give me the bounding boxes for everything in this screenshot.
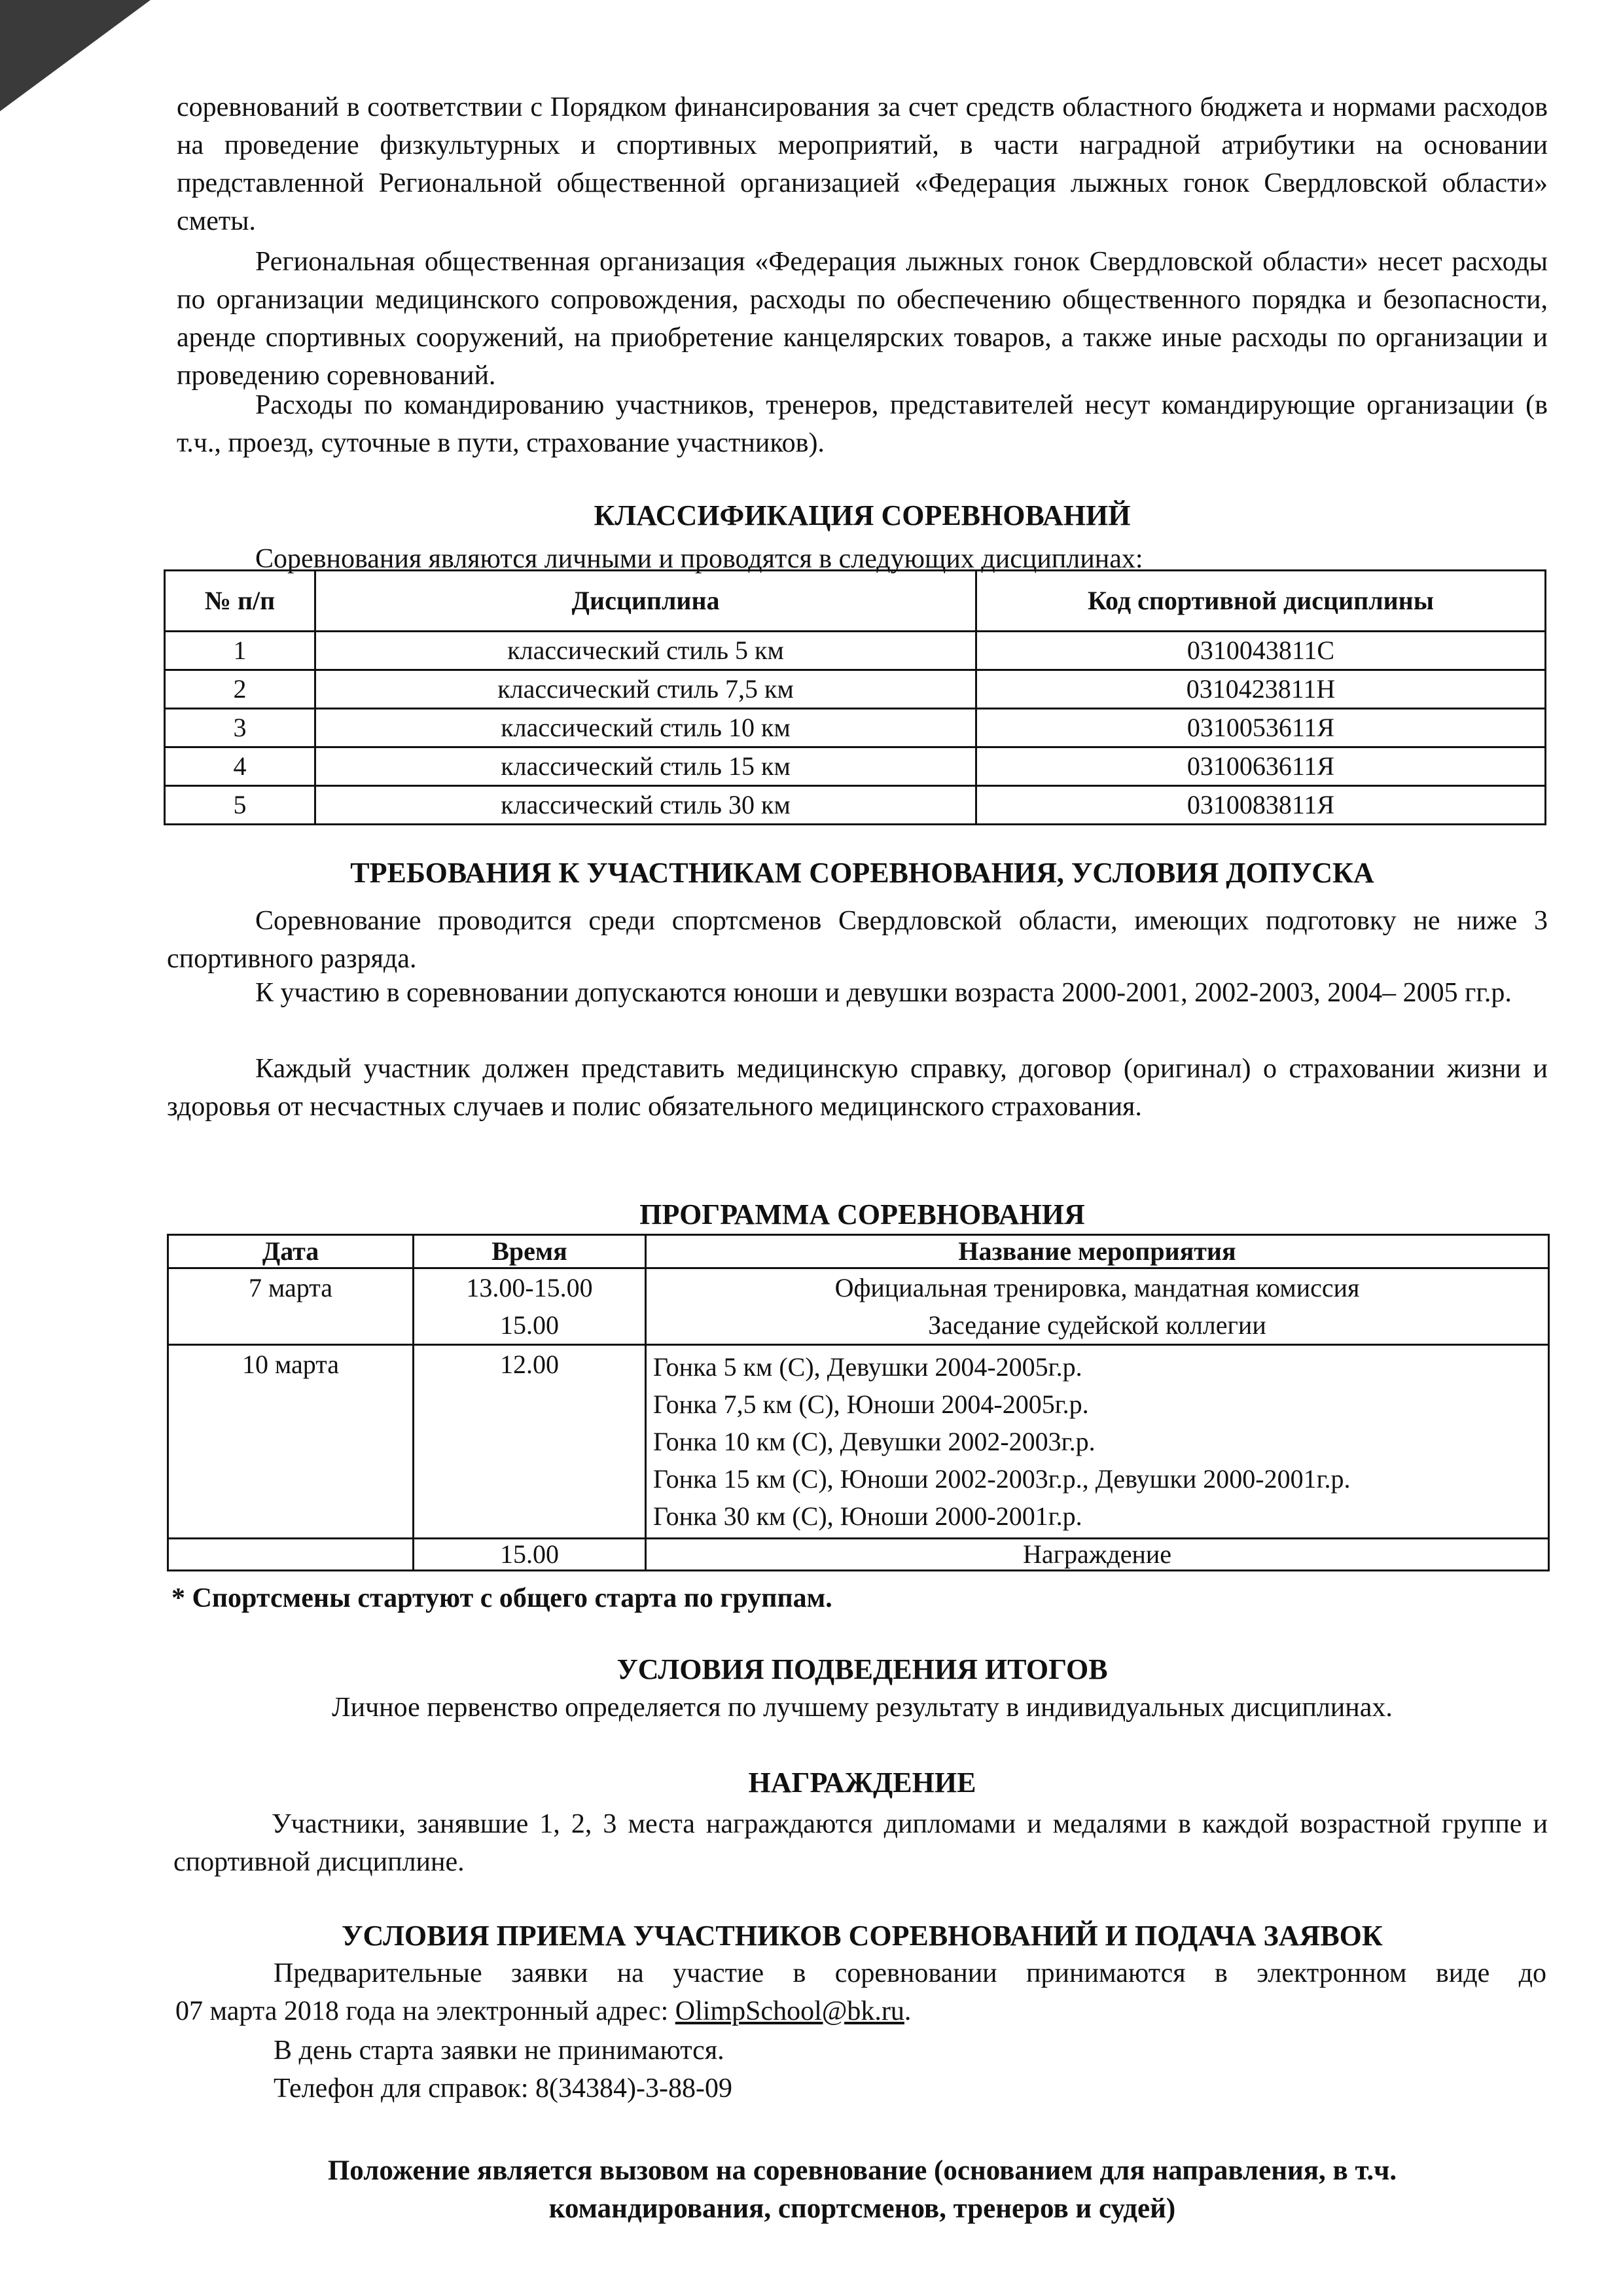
event-date [168, 1539, 414, 1571]
classification-intro: Соревнования являются личными и проводятся в следующих дисциплинах: [255, 544, 1143, 574]
discipline-name: классический стиль 5 км [315, 632, 976, 670]
applications-line-2 [175, 1992, 1546, 2030]
applications-line-3: В день старта заявки не принимаются. [274, 2036, 724, 2066]
applications-heading: УСЛОВИЯ ПРИЕМА УЧАСТНИКОВ СОРЕВНОВАНИЙ И ПОДАЧА ЗАЯВОК [342, 1920, 1383, 1952]
event-name [646, 1345, 1549, 1539]
event-time [414, 1268, 646, 1345]
discipline-code: 0310083811Я [976, 786, 1546, 825]
requirements-paragraph-3: Каждый участник должен представить медицинскую справку, договор (оригинал) о страховании жизни и здоровья от несчастных случаев и полис обязательного медицинского страхования. [167, 1054, 1548, 1122]
event-time-line: 15.00 [500, 1310, 559, 1340]
footer-line-1: Положение является вызовом на соревнование (основанием для направления, в т.ч. [327, 2155, 1397, 2186]
discipline-code: 0310043811С [976, 632, 1546, 670]
race-item: Гонка 10 км (С), Девушки 2002-2003г.р. [653, 1427, 1096, 1456]
program-heading: ПРОГРАММА СОРЕВНОВАНИЯ [639, 1198, 1085, 1230]
applications-line-2-suffix: . [904, 1996, 912, 2026]
discipline-name: классический стиль 7,5 км [315, 670, 976, 709]
table-header-row [165, 571, 1546, 632]
awards-heading: НАГРАЖДЕНИЕ [748, 1767, 976, 1799]
table-row [168, 1539, 1549, 1571]
applications-line-4: Телефон для справок: 8(34384)-3-88-09 [274, 2073, 732, 2104]
discipline-name: классический стиль 15 км [315, 747, 976, 786]
results-heading: УСЛОВИЯ ПОДВЕДЕНИЯ ИТОГОВ [616, 1653, 1108, 1685]
event-name-line: Официальная тренировка, мандатная комиссия [834, 1273, 1360, 1302]
event-name-line: Заседание судейской коллегии [928, 1310, 1266, 1340]
column-header: Название мероприятия [646, 1235, 1549, 1268]
intro-paragraph-2: Региональная общественная организация «Федерация лыжных гонок Свердловской области» несет расходы по организации медицинского сопровождения, расходы по обеспечению общественного порядка и безопасности, аренде спортивных сооружений, на приобретение канцелярских товаров, а также иные расходы по организации и проведению соревнований. [177, 247, 1548, 391]
classification-heading: КЛАССИФИКАЦИЯ СОРЕВНОВАНИЙ [594, 499, 1131, 531]
race-item: Гонка 5 км (С), Девушки 2004-2005г.р. [653, 1352, 1082, 1382]
awards-paragraph: Участники, занявшие 1, 2, 3 места награждаются дипломами и медалями в каждой возрастной группе и спортивной дисциплине. [173, 1809, 1548, 1877]
column-header: № п/п [165, 571, 315, 632]
column-header: Код спортивной дисциплины [976, 571, 1546, 632]
email-link[interactable]: OlimpSchool@bk.ru [675, 1996, 904, 2026]
table-row [165, 786, 1546, 825]
event-date: 10 марта [168, 1345, 414, 1539]
event-time: 12.00 [414, 1345, 646, 1539]
applications-line-2-prefix: 07 марта 2018 года на электронный адрес: [175, 1996, 675, 2026]
requirements-paragraph-2: К участию в соревновании допускаются юноши и девушки возраста 2000-2001, 2002-2003, 2004– 2005 гг.р. [255, 978, 1512, 1008]
column-header: Время [414, 1235, 646, 1268]
column-header: Дисциплина [315, 571, 976, 632]
event-name [646, 1268, 1549, 1345]
results-paragraph: Личное первенство определяется по лучшему результату в индивидуальных дисциплинах. [332, 1693, 1393, 1723]
table-row [168, 1345, 1549, 1539]
footer-line-2: командирования, спортсменов, тренеров и судей) [548, 2193, 1176, 2224]
discipline-code: 0310423811Н [976, 670, 1546, 709]
race-item: Гонка 30 км (С), Юноши 2000-2001г.р. [653, 1501, 1082, 1531]
program-table [167, 1234, 1550, 1571]
table-row [165, 747, 1546, 786]
column-header: Дата [168, 1235, 414, 1268]
discipline-name: классический стиль 10 км [315, 709, 976, 747]
row-number: 3 [165, 709, 315, 747]
event-time: 15.00 [414, 1539, 646, 1571]
event-name: Награждение [646, 1539, 1549, 1571]
race-item: Гонка 15 км (С), Юноши 2002-2003г.р., Девушки 2000-2001г.р. [653, 1464, 1351, 1494]
table-row [165, 632, 1546, 670]
event-time-line: 13.00-15.00 [466, 1273, 593, 1302]
row-number: 2 [165, 670, 315, 709]
row-number: 1 [165, 632, 315, 670]
row-number: 5 [165, 786, 315, 825]
disciplines-table [164, 569, 1546, 825]
table-row [165, 709, 1546, 747]
table-row [168, 1268, 1549, 1345]
discipline-code: 0310063611Я [976, 747, 1546, 786]
race-item: Гонка 7,5 км (С), Юноши 2004-2005г.р. [653, 1390, 1089, 1419]
requirements-paragraph-1: Соревнование проводится среди спортсменов Свердловской области, имеющих подготовку не ниже 3 спортивного разряда. [167, 906, 1548, 974]
row-number: 4 [165, 747, 315, 786]
requirements-heading: ТРЕБОВАНИЯ К УЧАСТНИКАМ СОРЕВНОВАНИЯ, УСЛОВИЯ ДОПУСКА [350, 857, 1374, 889]
discipline-name: классический стиль 30 км [315, 786, 976, 825]
intro-paragraph-3: Расходы по командированию участников, тренеров, представителей несут командирующие организации (в т.ч., проезд, суточные в пути, страхование участников). [177, 390, 1548, 458]
discipline-code: 0310053611Я [976, 709, 1546, 747]
table-row [165, 670, 1546, 709]
table-header-row [168, 1235, 1549, 1268]
applications-line-1: Предварительные заявки на участие в соревновании принимаются в электронном виде до [274, 1958, 1546, 1988]
event-date: 7 марта [168, 1268, 414, 1345]
intro-paragraph-1: соревнований в соответствии с Порядком финансирования за счет средств областного бюджета и нормами расходов на проведение физкультурных и спортивных мероприятий, в части наградной атрибутики на основании представленной Региональной общественной организацией «Федерация лыжных гонок Свердловской области» сметы. [177, 92, 1548, 236]
program-note: * Спортсмены стартуют с общего старта по группам. [171, 1583, 832, 1613]
